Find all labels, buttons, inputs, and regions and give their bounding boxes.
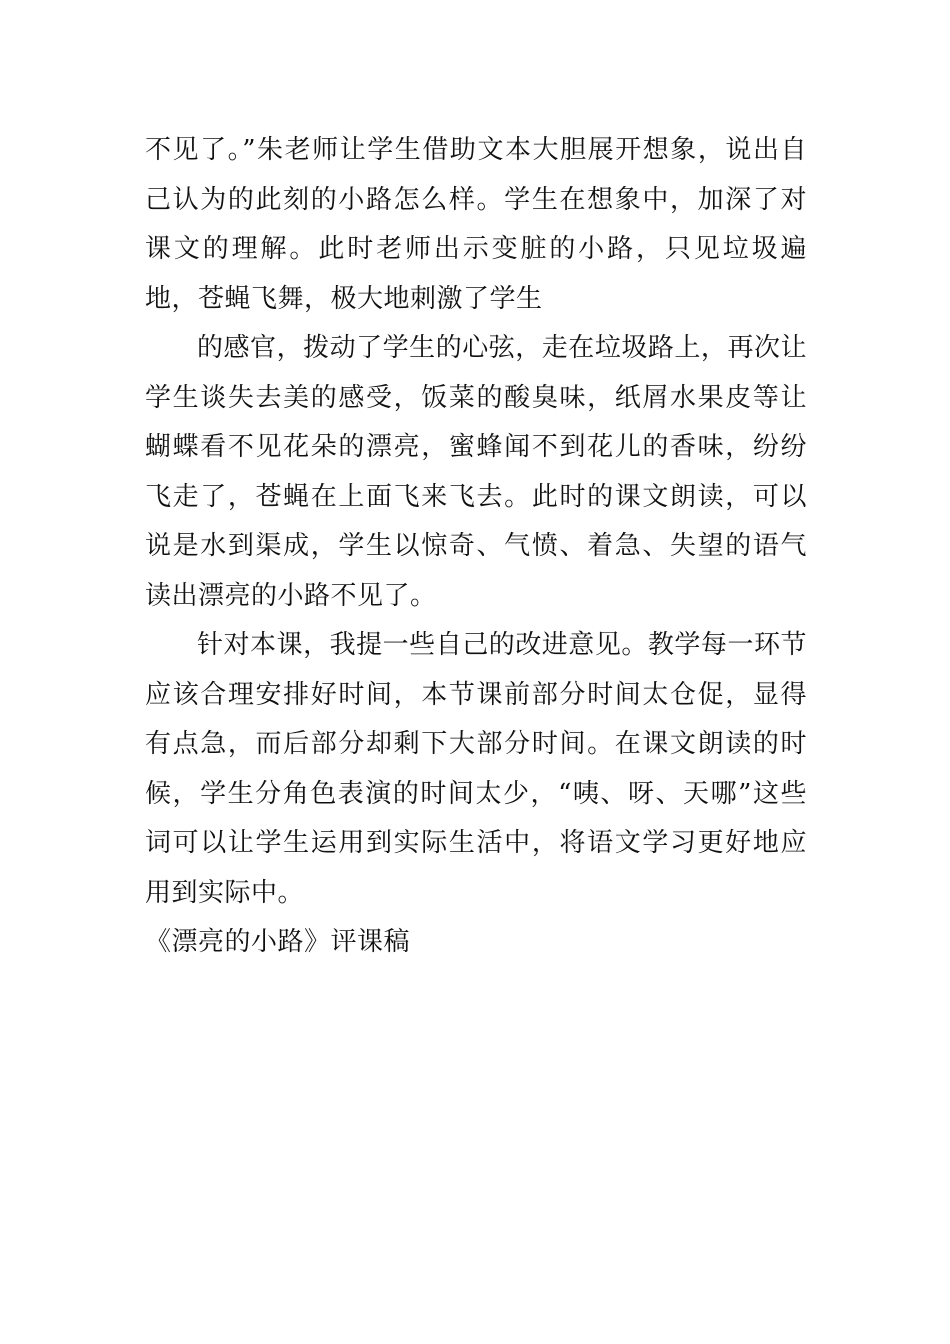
paragraph-3: 针对本课，我提一些自己的改进意见。教学每一环节应该合理安排好时间，本节课前部分时间太仓促，显得有点急，而后部分却剩下大部分时间。在课文朗读的时候，学生分角色表演的时间太少，“咦、呀、天哪”这些词可以让学生运用到实际生活中，将语文学习更好地应用到实际中。	[145, 630, 807, 908]
document-title: 《漂亮的小路》评课稿	[145, 927, 411, 957]
document-body	[145, 126, 807, 968]
paragraph-1: 不见了。”朱老师让学生借助文本大胆展开想象，说出自己认为的此刻的小路怎么样。学生在想象中，加深了对课文的理解。此时老师出示变脏的小路，只见垃圾遍地，苍蝇飞舞，极大地刺激了学生	[145, 135, 807, 314]
paragraph-2: 的感官，拨动了学生的心弦，走在垃圾路上，再次让学生谈失去美的感受，饭菜的酸臭味，纸屑水果皮等让蝴蝶看不见花朵的漂亮，蜜蜂闻不到花儿的香味，纷纷飞走了，苍蝇在上面飞来飞去。此时的课文朗读，可以说是水到渠成，学生以惊奇、气愤、着急、失望的语气读出漂亮的小路不见了。	[145, 333, 807, 611]
